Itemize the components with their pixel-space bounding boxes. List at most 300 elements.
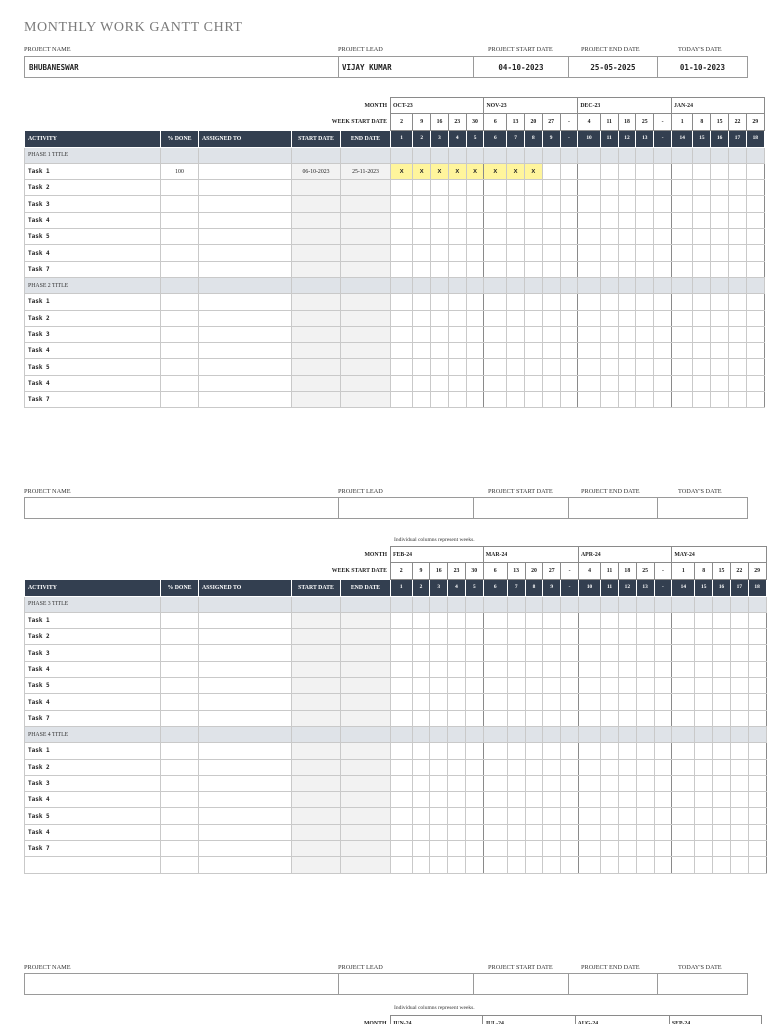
task-end-date[interactable] bbox=[341, 180, 391, 196]
phase-cell[interactable] bbox=[484, 147, 507, 163]
gantt-cell[interactable] bbox=[693, 375, 711, 391]
gantt-cell[interactable] bbox=[466, 212, 484, 228]
gantt-cell[interactable] bbox=[430, 857, 448, 873]
gantt-cell[interactable] bbox=[693, 196, 711, 212]
gantt-cell[interactable] bbox=[578, 759, 600, 775]
gantt-cell[interactable] bbox=[507, 710, 525, 726]
gantt-cell[interactable] bbox=[430, 759, 448, 775]
gantt-cell[interactable] bbox=[448, 857, 466, 873]
phase-cell[interactable] bbox=[507, 726, 525, 742]
gantt-cell[interactable] bbox=[560, 180, 578, 196]
task-name[interactable]: Task 4 bbox=[25, 212, 161, 228]
task-assigned-to[interactable] bbox=[199, 792, 292, 808]
task-end-date[interactable] bbox=[341, 326, 391, 342]
gantt-cell[interactable] bbox=[507, 359, 525, 375]
gantt-cell[interactable] bbox=[695, 678, 713, 694]
gantt-cell[interactable] bbox=[695, 792, 713, 808]
task-pct-done[interactable] bbox=[161, 661, 199, 677]
gantt-cell[interactable] bbox=[729, 163, 747, 179]
gantt-cell[interactable] bbox=[507, 612, 525, 628]
gantt-cell[interactable] bbox=[746, 196, 764, 212]
gantt-cell[interactable] bbox=[430, 612, 448, 628]
task-start-date[interactable] bbox=[292, 678, 341, 694]
gantt-cell[interactable] bbox=[713, 629, 731, 645]
gantt-cell[interactable] bbox=[524, 196, 542, 212]
gantt-cell[interactable] bbox=[600, 310, 618, 326]
gantt-cell[interactable] bbox=[671, 375, 693, 391]
task-start-date[interactable] bbox=[292, 294, 341, 310]
phase-cell[interactable] bbox=[713, 596, 731, 612]
gantt-cell[interactable] bbox=[542, 359, 560, 375]
phase-cell[interactable] bbox=[618, 147, 636, 163]
gantt-cell[interactable] bbox=[448, 629, 466, 645]
gantt-cell[interactable] bbox=[654, 294, 672, 310]
phase-cell[interactable] bbox=[391, 596, 413, 612]
task-start-date[interactable] bbox=[292, 808, 341, 824]
task-name[interactable]: Task 3 bbox=[25, 326, 161, 342]
gantt-cell[interactable] bbox=[730, 661, 748, 677]
gantt-cell[interactable] bbox=[560, 359, 578, 375]
gantt-cell[interactable] bbox=[484, 326, 507, 342]
gantt-cell[interactable] bbox=[654, 710, 672, 726]
gantt-cell[interactable] bbox=[430, 678, 448, 694]
gantt-cell[interactable] bbox=[524, 343, 542, 359]
gantt-cell[interactable] bbox=[729, 245, 747, 261]
gantt-cell[interactable] bbox=[561, 808, 579, 824]
task-pct-done[interactable] bbox=[161, 612, 199, 628]
gantt-cell[interactable] bbox=[524, 310, 542, 326]
gantt-cell[interactable] bbox=[671, 245, 693, 261]
gantt-cell[interactable] bbox=[448, 645, 466, 661]
gantt-cell[interactable] bbox=[748, 857, 766, 873]
gantt-cell[interactable] bbox=[601, 710, 619, 726]
phase-cell[interactable] bbox=[561, 596, 579, 612]
gantt-cell[interactable] bbox=[654, 645, 672, 661]
gantt-cell[interactable] bbox=[543, 808, 561, 824]
phase-cell[interactable] bbox=[465, 596, 483, 612]
phase-cell[interactable] bbox=[672, 596, 695, 612]
phase-cell[interactable] bbox=[542, 277, 560, 293]
gantt-cell[interactable] bbox=[672, 661, 695, 677]
task-name[interactable]: Task 3 bbox=[25, 196, 161, 212]
gantt-cell[interactable] bbox=[618, 824, 636, 840]
task-end-date[interactable] bbox=[341, 612, 391, 628]
gantt-cell[interactable] bbox=[729, 294, 747, 310]
phase-cell[interactable] bbox=[524, 277, 542, 293]
gantt-cell[interactable] bbox=[730, 792, 748, 808]
gantt-cell[interactable] bbox=[560, 196, 578, 212]
gantt-cell[interactable] bbox=[430, 775, 448, 791]
phase-cell[interactable] bbox=[695, 726, 713, 742]
gantt-cell[interactable] bbox=[654, 326, 672, 342]
phase-cell[interactable] bbox=[636, 147, 654, 163]
gantt-cell[interactable] bbox=[693, 163, 711, 179]
gantt-cell[interactable] bbox=[448, 775, 466, 791]
gantt-cell[interactable] bbox=[466, 310, 484, 326]
phase-cell[interactable] bbox=[430, 726, 448, 742]
gantt-cell[interactable] bbox=[693, 261, 711, 277]
gantt-cell[interactable] bbox=[578, 229, 600, 245]
gantt-cell[interactable] bbox=[507, 792, 525, 808]
task-pct-done[interactable] bbox=[161, 294, 199, 310]
gantt-cell[interactable] bbox=[654, 775, 672, 791]
gantt-cell[interactable] bbox=[748, 743, 766, 759]
phase-cell[interactable] bbox=[636, 726, 654, 742]
gantt-cell[interactable] bbox=[695, 775, 713, 791]
gantt-cell[interactable] bbox=[618, 326, 636, 342]
gantt-cell[interactable] bbox=[525, 629, 543, 645]
task-name[interactable]: Task 2 bbox=[25, 180, 161, 196]
task-name[interactable]: Task 7 bbox=[25, 841, 161, 857]
gantt-cell[interactable] bbox=[413, 212, 431, 228]
gantt-cell[interactable] bbox=[484, 180, 507, 196]
gantt-cell[interactable] bbox=[748, 808, 766, 824]
project-lead-value[interactable]: VIJAY KUMAR bbox=[339, 57, 474, 77]
todays-date-value[interactable] bbox=[658, 498, 747, 518]
task-assigned-to[interactable] bbox=[199, 710, 292, 726]
gantt-cell[interactable] bbox=[713, 792, 731, 808]
gantt-cell[interactable] bbox=[695, 841, 713, 857]
gantt-cell[interactable] bbox=[695, 612, 713, 628]
project-start-value[interactable] bbox=[474, 498, 569, 518]
gantt-cell[interactable] bbox=[730, 612, 748, 628]
gantt-cell[interactable] bbox=[391, 229, 413, 245]
gantt-cell[interactable] bbox=[448, 245, 466, 261]
gantt-cell[interactable] bbox=[618, 841, 636, 857]
gantt-cell[interactable] bbox=[578, 808, 600, 824]
phase-cell[interactable] bbox=[729, 147, 747, 163]
gantt-cell[interactable] bbox=[561, 710, 579, 726]
gantt-cell[interactable] bbox=[465, 710, 483, 726]
gantt-cell[interactable] bbox=[525, 808, 543, 824]
task-assigned-to[interactable] bbox=[199, 743, 292, 759]
task-end-date[interactable] bbox=[341, 294, 391, 310]
gantt-cell[interactable] bbox=[391, 857, 413, 873]
gantt-cell[interactable] bbox=[730, 808, 748, 824]
project-start-value[interactable] bbox=[474, 974, 569, 994]
gantt-cell[interactable] bbox=[465, 824, 483, 840]
gantt-cell[interactable] bbox=[672, 792, 695, 808]
gantt-cell[interactable] bbox=[600, 212, 618, 228]
task-name[interactable]: Task 4 bbox=[25, 694, 161, 710]
gantt-cell[interactable] bbox=[636, 612, 654, 628]
gantt-cell[interactable] bbox=[448, 694, 466, 710]
gantt-cell[interactable] bbox=[412, 857, 430, 873]
gantt-cell[interactable] bbox=[730, 759, 748, 775]
gantt-cell[interactable] bbox=[713, 775, 731, 791]
gantt-cell[interactable] bbox=[600, 245, 618, 261]
gantt-cell[interactable] bbox=[448, 808, 466, 824]
phase-cell[interactable] bbox=[618, 277, 636, 293]
gantt-cell[interactable] bbox=[711, 212, 729, 228]
gantt-cell[interactable] bbox=[524, 359, 542, 375]
gantt-cell[interactable] bbox=[391, 775, 413, 791]
gantt-cell[interactable] bbox=[431, 294, 449, 310]
project-start-value[interactable]: 04-10-2023 bbox=[474, 57, 569, 77]
gantt-cell[interactable] bbox=[507, 678, 525, 694]
gantt-cell[interactable] bbox=[578, 661, 600, 677]
task-assigned-to[interactable] bbox=[199, 694, 292, 710]
gantt-cell[interactable] bbox=[391, 261, 413, 277]
gantt-cell[interactable] bbox=[542, 326, 560, 342]
gantt-cell[interactable] bbox=[618, 808, 636, 824]
gantt-cell[interactable] bbox=[524, 375, 542, 391]
gantt-cell[interactable] bbox=[695, 629, 713, 645]
task-end-date[interactable] bbox=[341, 196, 391, 212]
gantt-cell[interactable] bbox=[618, 343, 636, 359]
phase-cell[interactable] bbox=[341, 147, 391, 163]
gantt-cell[interactable] bbox=[431, 326, 449, 342]
gantt-cell[interactable] bbox=[560, 261, 578, 277]
gantt-cell[interactable] bbox=[543, 775, 561, 791]
task-end-date[interactable] bbox=[341, 775, 391, 791]
gantt-cell[interactable] bbox=[525, 841, 543, 857]
gantt-mark[interactable]: X bbox=[507, 163, 525, 179]
gantt-cell[interactable] bbox=[636, 808, 654, 824]
task-end-date[interactable] bbox=[341, 743, 391, 759]
phase-cell[interactable] bbox=[341, 726, 391, 742]
task-assigned-to[interactable] bbox=[199, 775, 292, 791]
gantt-cell[interactable] bbox=[636, 841, 654, 857]
task-assigned-to[interactable] bbox=[199, 294, 292, 310]
gantt-cell[interactable] bbox=[391, 180, 413, 196]
gantt-cell[interactable] bbox=[730, 678, 748, 694]
gantt-cell[interactable] bbox=[601, 612, 619, 628]
phase-cell[interactable] bbox=[161, 277, 199, 293]
gantt-cell[interactable] bbox=[695, 857, 713, 873]
gantt-cell[interactable] bbox=[711, 343, 729, 359]
gantt-cell[interactable] bbox=[525, 792, 543, 808]
task-assigned-to[interactable] bbox=[199, 841, 292, 857]
gantt-cell[interactable] bbox=[618, 743, 636, 759]
gantt-cell[interactable] bbox=[560, 343, 578, 359]
task-assigned-to[interactable] bbox=[199, 629, 292, 645]
task-name[interactable]: Task 2 bbox=[25, 310, 161, 326]
phase-cell[interactable] bbox=[746, 147, 764, 163]
gantt-cell[interactable] bbox=[578, 261, 600, 277]
gantt-cell[interactable] bbox=[431, 392, 449, 408]
gantt-cell[interactable] bbox=[431, 180, 449, 196]
task-start-date[interactable] bbox=[292, 261, 341, 277]
gantt-cell[interactable] bbox=[465, 645, 483, 661]
task-end-date[interactable] bbox=[341, 343, 391, 359]
gantt-cell[interactable] bbox=[636, 775, 654, 791]
task-start-date[interactable] bbox=[292, 310, 341, 326]
gantt-cell[interactable] bbox=[746, 392, 764, 408]
gantt-cell[interactable] bbox=[601, 629, 619, 645]
gantt-cell[interactable] bbox=[578, 841, 600, 857]
gantt-cell[interactable] bbox=[654, 359, 672, 375]
task-pct-done[interactable] bbox=[161, 678, 199, 694]
gantt-cell[interactable] bbox=[431, 310, 449, 326]
phase-cell[interactable] bbox=[448, 147, 466, 163]
gantt-cell[interactable] bbox=[412, 629, 430, 645]
gantt-cell[interactable] bbox=[543, 857, 561, 873]
task-end-date[interactable] bbox=[341, 645, 391, 661]
gantt-cell[interactable] bbox=[578, 326, 600, 342]
gantt-cell[interactable] bbox=[618, 710, 636, 726]
gantt-cell[interactable] bbox=[636, 857, 654, 873]
gantt-cell[interactable] bbox=[543, 645, 561, 661]
gantt-cell[interactable] bbox=[391, 743, 413, 759]
gantt-cell[interactable] bbox=[483, 808, 507, 824]
gantt-cell[interactable] bbox=[654, 759, 672, 775]
gantt-cell[interactable] bbox=[746, 343, 764, 359]
gantt-cell[interactable] bbox=[525, 759, 543, 775]
task-end-date[interactable] bbox=[341, 759, 391, 775]
phase-cell[interactable] bbox=[341, 277, 391, 293]
gantt-cell[interactable] bbox=[525, 661, 543, 677]
gantt-cell[interactable] bbox=[412, 808, 430, 824]
gantt-cell[interactable] bbox=[430, 743, 448, 759]
phase-cell[interactable] bbox=[199, 147, 292, 163]
task-end-date[interactable] bbox=[341, 710, 391, 726]
gantt-cell[interactable] bbox=[448, 261, 466, 277]
gantt-cell[interactable] bbox=[484, 212, 507, 228]
gantt-cell[interactable] bbox=[713, 841, 731, 857]
gantt-cell[interactable] bbox=[748, 645, 766, 661]
gantt-cell[interactable] bbox=[654, 824, 672, 840]
gantt-cell[interactable] bbox=[746, 310, 764, 326]
gantt-cell[interactable] bbox=[654, 678, 672, 694]
gantt-cell[interactable] bbox=[600, 359, 618, 375]
task-assigned-to[interactable] bbox=[199, 661, 292, 677]
phase-cell[interactable] bbox=[466, 277, 484, 293]
gantt-cell[interactable] bbox=[412, 775, 430, 791]
gantt-cell[interactable] bbox=[507, 212, 525, 228]
phase-cell[interactable] bbox=[713, 726, 731, 742]
gantt-cell[interactable] bbox=[542, 180, 560, 196]
gantt-cell[interactable] bbox=[391, 792, 413, 808]
gantt-cell[interactable] bbox=[672, 743, 695, 759]
gantt-cell[interactable] bbox=[413, 392, 431, 408]
task-name[interactable]: Task 2 bbox=[25, 629, 161, 645]
phase-cell[interactable] bbox=[746, 277, 764, 293]
gantt-cell[interactable] bbox=[618, 375, 636, 391]
gantt-cell[interactable] bbox=[413, 359, 431, 375]
task-name[interactable]: Task 7 bbox=[25, 710, 161, 726]
task-start-date[interactable] bbox=[292, 759, 341, 775]
gantt-cell[interactable] bbox=[542, 163, 560, 179]
gantt-cell[interactable] bbox=[430, 645, 448, 661]
gantt-cell[interactable] bbox=[730, 775, 748, 791]
gantt-cell[interactable] bbox=[391, 824, 413, 840]
gantt-cell[interactable] bbox=[483, 678, 507, 694]
task-end-date[interactable] bbox=[341, 375, 391, 391]
gantt-cell[interactable] bbox=[654, 808, 672, 824]
gantt-cell[interactable] bbox=[601, 694, 619, 710]
gantt-cell[interactable] bbox=[430, 792, 448, 808]
phase-cell[interactable] bbox=[412, 726, 430, 742]
gantt-cell[interactable] bbox=[465, 629, 483, 645]
gantt-cell[interactable] bbox=[391, 196, 413, 212]
gantt-cell[interactable] bbox=[484, 261, 507, 277]
gantt-cell[interactable] bbox=[507, 375, 525, 391]
gantt-cell[interactable] bbox=[654, 229, 672, 245]
phase-cell[interactable] bbox=[484, 277, 507, 293]
gantt-cell[interactable] bbox=[412, 710, 430, 726]
gantt-cell[interactable] bbox=[483, 841, 507, 857]
gantt-cell[interactable] bbox=[448, 392, 466, 408]
phase-cell[interactable] bbox=[561, 726, 579, 742]
gantt-cell[interactable] bbox=[448, 310, 466, 326]
gantt-cell[interactable] bbox=[430, 808, 448, 824]
task-name[interactable]: Task 1 bbox=[25, 612, 161, 628]
phase-cell[interactable] bbox=[507, 596, 525, 612]
gantt-cell[interactable] bbox=[507, 196, 525, 212]
task-pct-done[interactable] bbox=[161, 645, 199, 661]
gantt-cell[interactable] bbox=[578, 792, 600, 808]
gantt-cell[interactable] bbox=[578, 629, 600, 645]
gantt-cell[interactable] bbox=[618, 759, 636, 775]
task-pct-done[interactable] bbox=[161, 245, 199, 261]
gantt-cell[interactable] bbox=[729, 375, 747, 391]
gantt-cell[interactable] bbox=[578, 180, 600, 196]
task-name[interactable]: Task 4 bbox=[25, 661, 161, 677]
gantt-cell[interactable] bbox=[578, 678, 600, 694]
gantt-cell[interactable] bbox=[465, 808, 483, 824]
gantt-mark[interactable]: X bbox=[413, 163, 431, 179]
phase-cell[interactable] bbox=[413, 147, 431, 163]
phase-cell[interactable] bbox=[431, 147, 449, 163]
gantt-cell[interactable] bbox=[507, 759, 525, 775]
phase-cell[interactable] bbox=[448, 726, 466, 742]
gantt-cell[interactable] bbox=[413, 326, 431, 342]
gantt-cell[interactable] bbox=[730, 743, 748, 759]
gantt-cell[interactable] bbox=[636, 678, 654, 694]
phase-cell[interactable] bbox=[524, 147, 542, 163]
gantt-cell[interactable] bbox=[672, 612, 695, 628]
phase-cell[interactable] bbox=[636, 596, 654, 612]
gantt-cell[interactable] bbox=[448, 792, 466, 808]
gantt-cell[interactable] bbox=[671, 343, 693, 359]
gantt-cell[interactable] bbox=[507, 343, 525, 359]
gantt-cell[interactable] bbox=[431, 261, 449, 277]
gantt-cell[interactable] bbox=[618, 661, 636, 677]
gantt-cell[interactable] bbox=[391, 678, 413, 694]
task-start-date[interactable] bbox=[292, 375, 341, 391]
project-lead-value[interactable] bbox=[339, 974, 474, 994]
gantt-cell[interactable] bbox=[483, 694, 507, 710]
phase-cell[interactable] bbox=[199, 596, 292, 612]
gantt-cell[interactable] bbox=[542, 212, 560, 228]
gantt-cell[interactable] bbox=[671, 180, 693, 196]
todays-date-value[interactable]: 01-10-2023 bbox=[679, 62, 726, 72]
gantt-cell[interactable] bbox=[412, 759, 430, 775]
gantt-cell[interactable] bbox=[524, 326, 542, 342]
gantt-cell[interactable] bbox=[654, 375, 672, 391]
task-start-date[interactable] bbox=[292, 612, 341, 628]
gantt-cell[interactable] bbox=[525, 678, 543, 694]
gantt-cell[interactable] bbox=[748, 824, 766, 840]
gantt-cell[interactable] bbox=[636, 694, 654, 710]
gantt-cell[interactable] bbox=[391, 326, 413, 342]
gantt-cell[interactable] bbox=[561, 841, 579, 857]
task-assigned-to[interactable] bbox=[199, 229, 292, 245]
gantt-cell[interactable] bbox=[618, 310, 636, 326]
gantt-mark[interactable]: X bbox=[466, 163, 484, 179]
gantt-cell[interactable] bbox=[729, 229, 747, 245]
gantt-cell[interactable] bbox=[578, 343, 600, 359]
gantt-cell[interactable] bbox=[618, 245, 636, 261]
gantt-cell[interactable] bbox=[578, 694, 600, 710]
phase-title[interactable]: PHASE 4 TITLE bbox=[25, 726, 161, 742]
task-start-date[interactable] bbox=[292, 245, 341, 261]
gantt-cell[interactable] bbox=[654, 163, 672, 179]
gantt-cell[interactable] bbox=[672, 710, 695, 726]
gantt-cell[interactable] bbox=[654, 196, 672, 212]
task-assigned-to[interactable] bbox=[199, 678, 292, 694]
